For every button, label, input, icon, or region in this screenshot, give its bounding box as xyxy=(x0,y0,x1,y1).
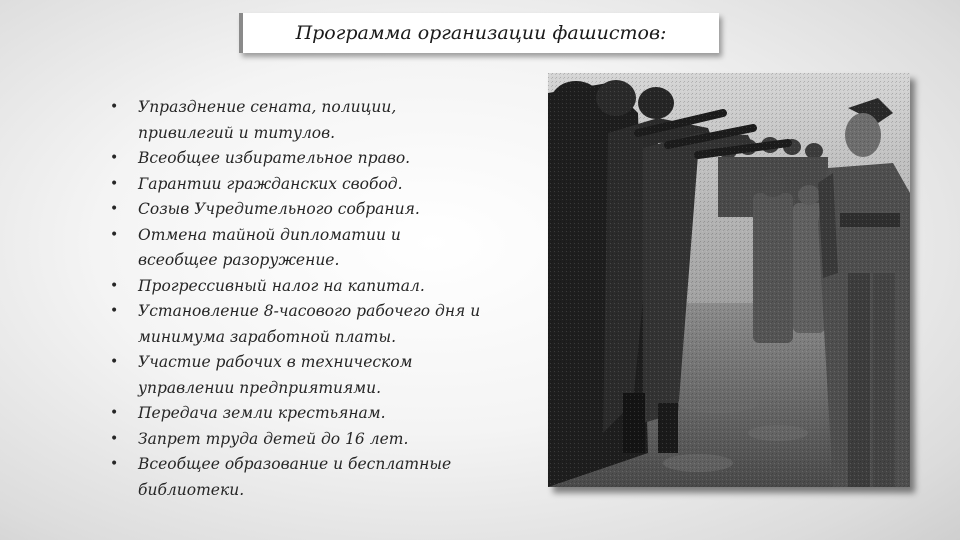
list-item-line: минимума заработной платы. xyxy=(138,327,397,346)
list-item-line: привилегий и титулов. xyxy=(138,123,336,142)
list-item-line: Прогрессивный налог на капитал. xyxy=(138,276,425,295)
bullet-dot-icon: • xyxy=(110,99,119,115)
list-item-line: Всеобщее образование и бесплатные xyxy=(138,455,452,473)
list-item xyxy=(108,299,528,350)
list-item-line: библиотеки. xyxy=(138,480,245,499)
bullet-dot-icon: • xyxy=(110,175,119,192)
list-item-line: Запрет труда детей до 16 лет. xyxy=(138,429,409,448)
list-item-line: Передача земли крестьянам. xyxy=(138,404,386,422)
bullet-dot-icon: • xyxy=(110,354,119,370)
bullet-dot-icon: • xyxy=(110,430,119,447)
list-item xyxy=(108,172,528,198)
bullet-dot-icon: • xyxy=(110,405,119,421)
list-item xyxy=(108,427,528,453)
bullet-dot-icon: • xyxy=(110,201,119,217)
list-item xyxy=(108,95,528,146)
photo-illustration-icon xyxy=(548,73,910,487)
bullet-dot-icon: • xyxy=(110,150,119,166)
list-item-line: всеобщее разоружение. xyxy=(138,251,340,269)
list-item-line: Упразднение сената, полиции, xyxy=(138,98,397,116)
list-item xyxy=(108,197,528,223)
list-item-line: Гарантии гражданских свобод. xyxy=(138,174,403,193)
list-item-line: Отмена тайной дипломатии и xyxy=(138,225,401,244)
list-item-line: Всеобщее избирательное право. xyxy=(138,149,411,167)
list-item-line: управлении предприятиями. xyxy=(138,378,382,397)
bullet-dot-icon: • xyxy=(110,456,119,472)
slide-title: Программа организации фашистов: xyxy=(295,22,667,44)
bullet-list xyxy=(108,95,528,503)
bullet-dot-icon: • xyxy=(110,277,119,294)
list-item-line: Установление 8-часового рабочего дня и xyxy=(138,302,481,320)
list-item xyxy=(108,350,528,401)
list-item xyxy=(108,274,528,300)
list-item xyxy=(108,146,528,172)
list-item xyxy=(108,401,528,427)
historical-photo xyxy=(548,73,910,487)
list-item-line: Созыв Учредительного собрания. xyxy=(138,200,420,218)
bullet-dot-icon: • xyxy=(110,303,119,319)
title-box xyxy=(239,13,719,53)
list-item xyxy=(108,452,528,503)
bullet-dot-icon: • xyxy=(110,226,119,243)
list-item-line: Участие рабочих в техническом xyxy=(138,353,413,371)
list-item xyxy=(108,223,528,274)
